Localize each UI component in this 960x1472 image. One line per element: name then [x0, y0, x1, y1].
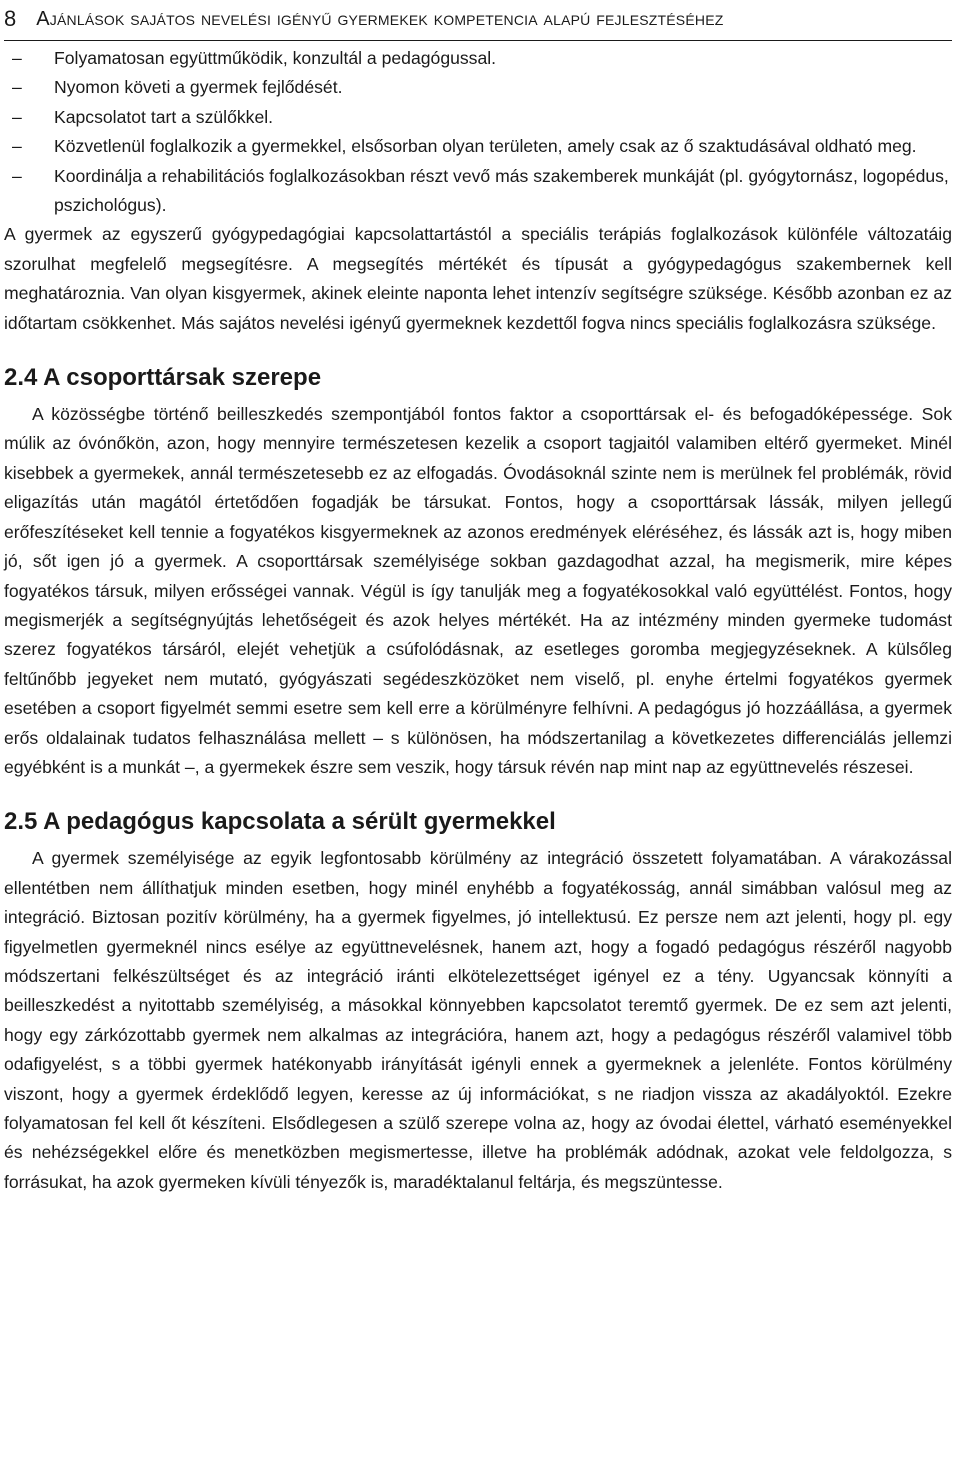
page-content	[4, 44, 952, 1197]
section-paragraph-2-5: A gyermek személyisége az egyik legfontosabb körülmény az integráció összetett folyamatában. A várakozással ellentétben nem állíthatjuk minden esetben, hogy minél enyhébb a fogyatékosság, annál simábban valósul meg az integráció. Biztosan pozitív körülmény, ha a gyermek figyelmes, jó intellektusú. Ez persze nem azt jelenti, hogy pl. egy figyelmetlen gyermeknél nincs esélye az együttnevelésnek, hanem azt, hogy a fogadó pedagógus részéről nagyobb módszertani felkészültséget és az integráció iránti elkötelezettséget igényel ez a tény. Ugyancsak könnyíti a beilleszkedést a nyitottabb személyiség, a másokkal könnyebben kapcsolatot teremtő gyermek. De ez sem azt jelenti, hogy egy zárkózottabb gyermek nem alkalmas az integrációra, hanem azt, hogy a pedagógus részéről valamivel több odafigyelést, s a többi gyermek hatékonyabb irányítását igényli ennek a gyermeknek a jelenléte. Fontos körülmény viszont, hogy a gyermek érdeklődő legyen, keresse az új információkat, s ne riadjon vissza az akadályoktól. Ezekre folyamatosan fel kell őt készíteni. Elsődlegesen a szülő szerepe volna az, hogy az óvodai élettel, várható eseményekkel és nehézségekkel előre és menetközben megismertesse, illetve ha problémák adódnak, azokat vele feldolgozza, s forrásukat, ha azok gyermeken kívüli tényezők is, maradéktalanul feltárja, és megszüntesse.	[4, 848, 952, 1192]
dash-icon: –	[12, 165, 22, 186]
page-number: 8	[4, 6, 17, 31]
role-bullet-list	[4, 44, 952, 220]
bullet-item: – Közvetlenül foglalkozik a gyermekkel, elsősorban olyan területen, amely csak az ő szaktudásával oldható meg.	[4, 132, 952, 161]
bullet-item: – Nyomon követi a gyermek fejlődését.	[4, 73, 952, 102]
section-heading-2-4: 2.4 A csoporttársak szerepe	[4, 364, 322, 392]
dash-icon: –	[12, 136, 22, 157]
section-paragraph-2-4: A közösségbe történő beilleszkedés szempontjából fontos faktor a csoporttársak el- és befogadóképessége. Sok múlik az óvónőkön, azon, hogy mennyire természetesen kezelik a csoport tagjaitól valamiben eltérő gyermeket. Minél kisebbek a gyermekek, annál természetesebb ez az elfogadás. Óvodásoknál szinte nem is merülnek fel problémák, rövid eligazítás után magától értetődően fogadják be társukat. Fontos, hogy a csoporttársak lássák, milyen jellegű erőfeszítéseket kell tennie a fogyatékos kisgyermeknek az azonos eredmények eléréséhez, és lássák azt is, hogy miben jó, sőt igen jó a gyermek. A csoporttársak személyisége sokban gazdagodhat azzal, ha megismerik, mire képes fogyatékos társuk, milyen erősségei vannak. Végül is így tanulják meg a fogyatékosokkal való együttélést. Fontos, hogy megismerjék a segítségnyújtás lehetőségeit és azok helyes mértékét. Ha az intézmény minden gyermeke tudomást szerez fogyatékos társáról, elejét vehetjük a csúfolódásnak, az esetleges goromba megjegyzéseknek. A külsőleg feltűnőbb jegyeket nem mutató, gyógyászati segédeszközöket nem viselő, pl. enyhe értelmi fogyatékos gyermek esetében a csoport figyelmét semmi esetre sem kell erre a körülményre felhívni. A pedagógus jó hozzáállása, a gyermek erős oldalainak tudatos felhasználása mellett – s különösen, ha módszertanilag a következetes differenciálás jellemzi egyébként is a munkát –, a gyermekek észre sem veszik, hogy társuk révén nap mint nap az együttnevelés részesei.	[4, 404, 952, 777]
section-body-2-5	[4, 844, 952, 1197]
dash-icon: –	[12, 48, 22, 68]
dash-icon: –	[12, 106, 22, 127]
intro-paragraph: A gyermek az egyszerű gyógypedagógiai kapcsolattartástól a speciális terápiás foglalkozások különféle változatáig szorulhat megfelelő megsegítésre. A megsegítés mértékét és típusát a gyógypedagógus szakembernek kell meghatároznia. Van olyan kisgyermek, akinek eleinte naponta lehet intenzív segítségre szüksége. Később azonban ez az időtartam csökkenhet. Más sajátos nevelési igényű gyermeknek kezdettől fogva nincs speciális foglalkozásra szüksége.	[4, 224, 952, 333]
section-heading-2-5: 2.5 A pedagógus kapcsolata a sérült gyermekkel	[4, 808, 556, 836]
section-body-2-4	[4, 400, 952, 782]
bullet-item: – Kapcsolatot tart a szülőkkel.	[4, 103, 952, 132]
dash-icon: –	[12, 77, 22, 98]
bullet-item: – Koordinálja a rehabilitációs foglalkozásokban részt vevő más szakemberek munkáját (pl. gyógytornász, logopédus, pszichológus).	[4, 162, 952, 221]
running-header	[4, 4, 952, 41]
bullet-item: – Folyamatosan együttműködik, konzultál a pedagógussal.	[4, 44, 952, 73]
running-title: Ajánlások sajátos nevelési igényű gyermekek kompetencia alapú fejlesztéséhez	[36, 7, 724, 30]
